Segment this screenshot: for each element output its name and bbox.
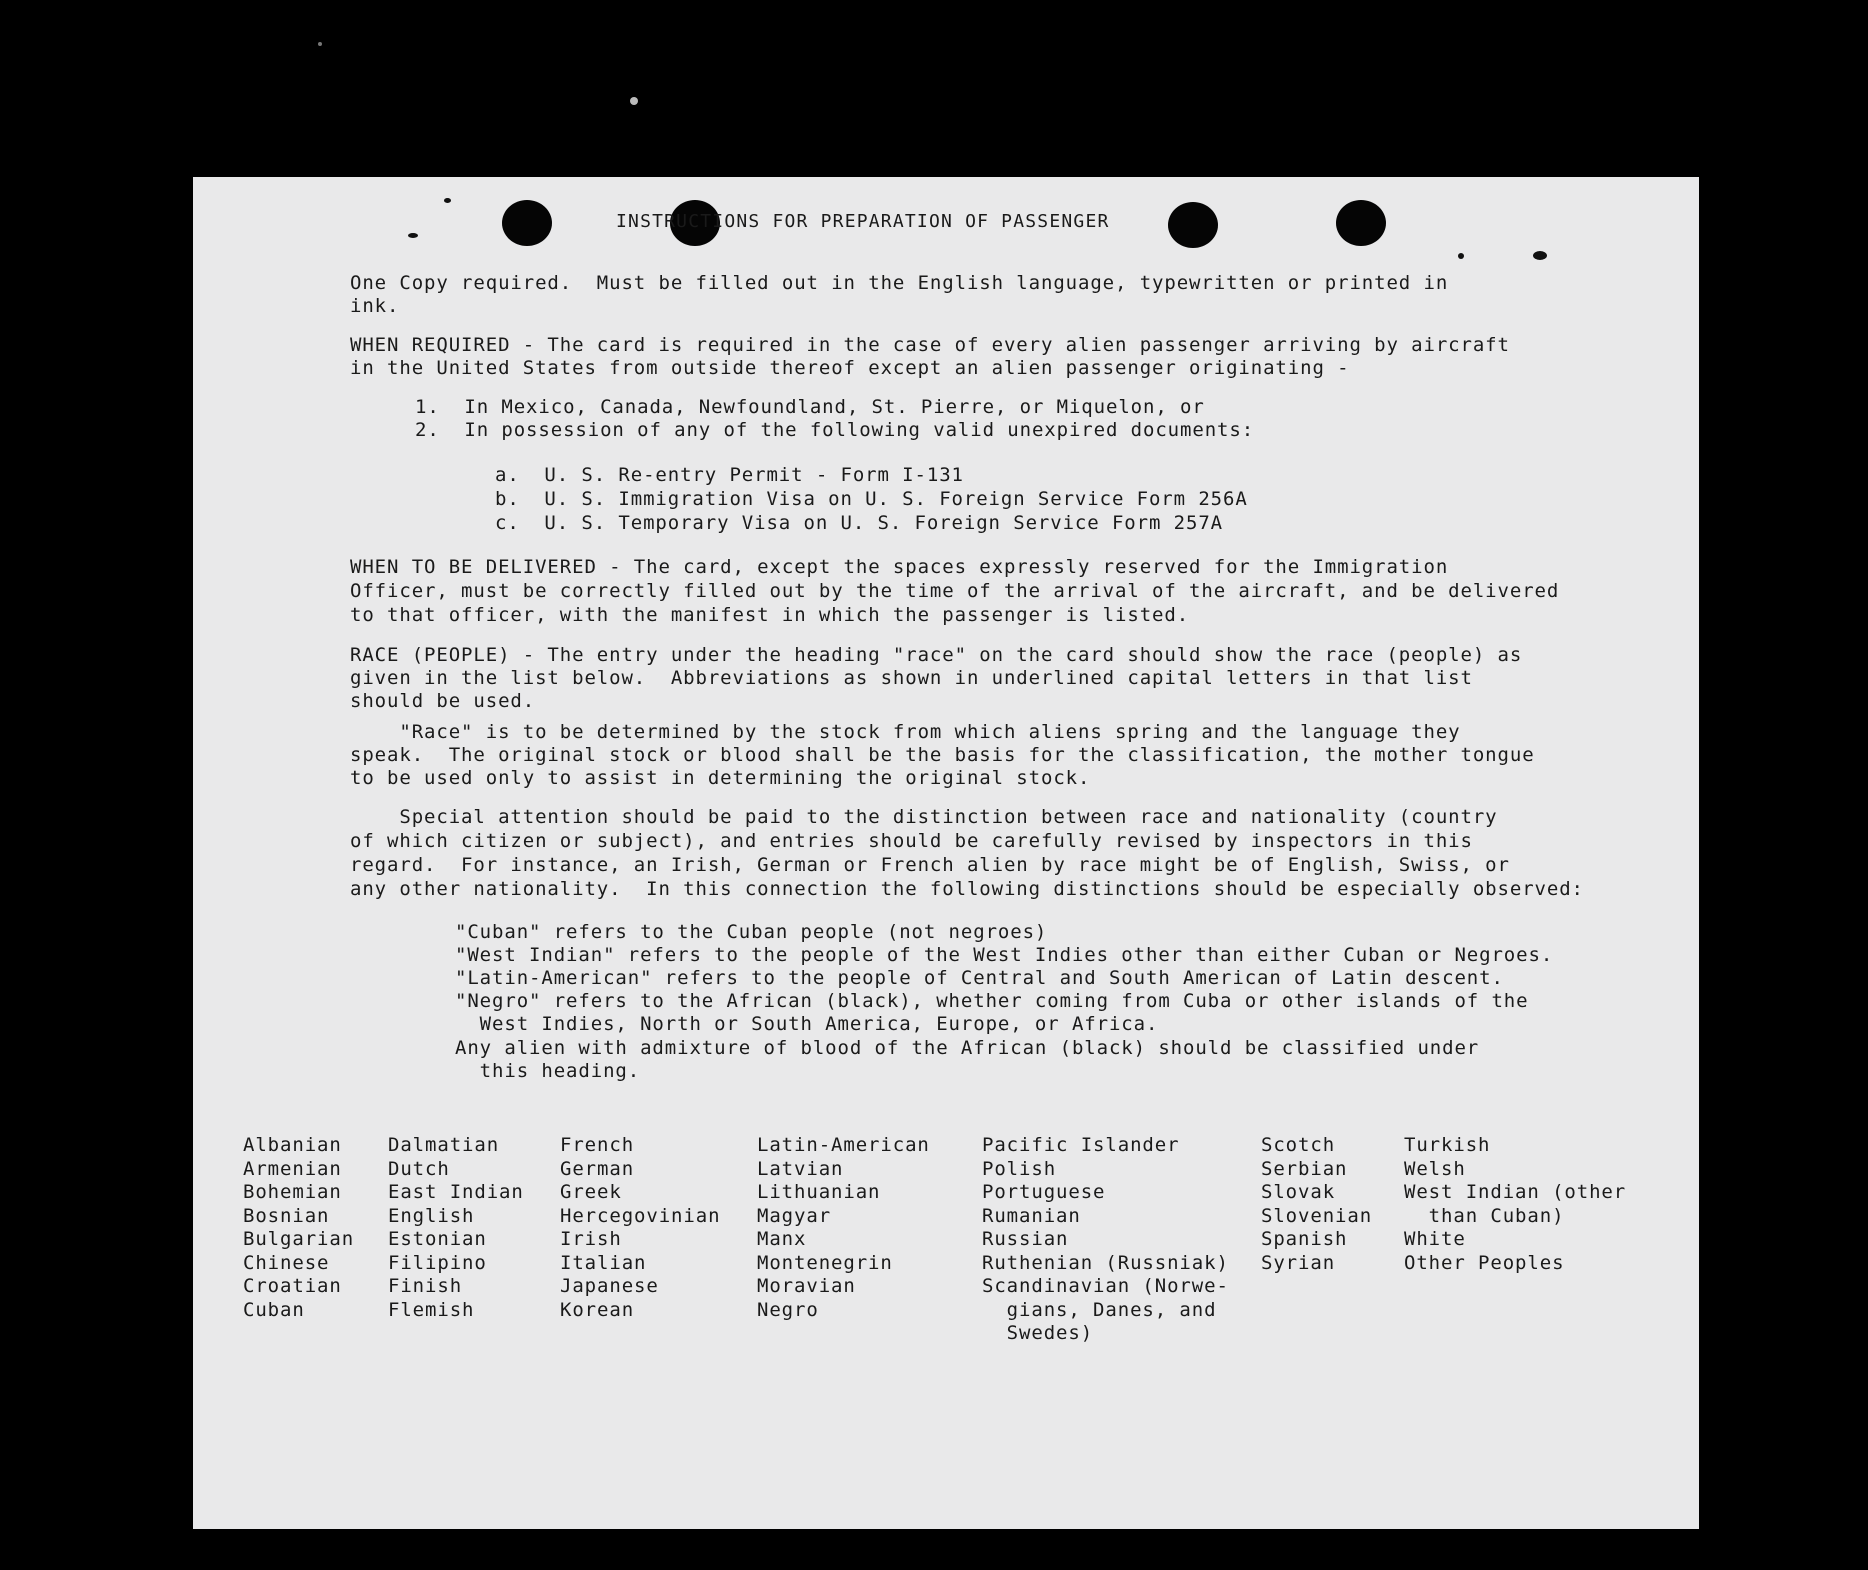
race-list-column bbox=[1261, 1134, 1372, 1275]
race-entry: English bbox=[388, 1204, 475, 1227]
race-list-column bbox=[982, 1134, 1229, 1346]
race-list-column bbox=[243, 1134, 354, 1322]
race-entry: Dalmatian bbox=[388, 1134, 500, 1156]
race-entry: East Indian bbox=[388, 1181, 524, 1203]
intro-line: One Copy required. Must be filled out in the English language, typewritten or printed in bbox=[350, 272, 1449, 294]
when-delivered-line: WHEN TO BE DELIVERED - The card, except the spaces expressly reserved for the Immigration bbox=[350, 556, 1449, 578]
race-entry: Cuban bbox=[243, 1298, 305, 1321]
race-entry: Scotch bbox=[1261, 1134, 1336, 1156]
page-title: INSTRUCTIONS FOR PREPARATION OF PASSENGER bbox=[616, 211, 1110, 232]
race-entry: Korean bbox=[560, 1298, 635, 1321]
race-entry: Serbian bbox=[1261, 1157, 1348, 1180]
race-entry: Syrian bbox=[1261, 1251, 1336, 1274]
race-definition-line: "Race" is to be determined by the stock from which aliens spring and the language they bbox=[350, 721, 1461, 743]
ink-speck bbox=[630, 97, 638, 105]
race-entry: Polish bbox=[982, 1157, 1057, 1180]
race-entry: Chinese bbox=[243, 1251, 330, 1274]
race-entry: Rumanian bbox=[982, 1204, 1081, 1227]
race-entry: German bbox=[560, 1157, 635, 1180]
race-entry: Slovak bbox=[1261, 1181, 1336, 1203]
when-required-line: in the United States from outside thereof except an alien passenger originating - bbox=[350, 357, 1350, 379]
race-entry: Estonian bbox=[388, 1228, 487, 1250]
distinction-line: this heading. bbox=[455, 1060, 641, 1082]
race-entry: West Indian (other bbox=[1404, 1181, 1627, 1203]
race-entry: Moravian bbox=[757, 1275, 856, 1297]
ink-speck bbox=[1458, 253, 1464, 259]
ink-speck bbox=[318, 42, 322, 46]
race-entry: Manx bbox=[757, 1228, 807, 1250]
distinction-line: "Latin-American" refers to the people of Central and South American of Latin descent. bbox=[455, 967, 1504, 989]
document-item: c. U. S. Temporary Visa on U. S. Foreign Service Form 257A bbox=[495, 512, 1223, 534]
race-entry: White bbox=[1404, 1228, 1466, 1250]
document-item: a. U. S. Re-entry Permit - Form I-131 bbox=[495, 464, 964, 486]
punch-hole bbox=[1168, 202, 1218, 248]
race-entry: Croatian bbox=[243, 1275, 342, 1297]
race-entry: Portuguese bbox=[982, 1181, 1106, 1203]
race-line: should be used. bbox=[350, 690, 536, 712]
punch-hole bbox=[502, 200, 552, 246]
race-entry: Flemish bbox=[388, 1298, 475, 1321]
race-entry: Scandinavian (Norwe- bbox=[982, 1275, 1229, 1297]
special-attention-line: any other nationality. In this connection the following distinctions should be especially observed: bbox=[350, 878, 1584, 900]
race-list-column bbox=[560, 1134, 720, 1322]
ink-speck bbox=[1533, 251, 1547, 260]
race-line: given in the list below. Abbreviations as shown in underlined capital letters in that list bbox=[350, 667, 1473, 689]
race-entry: Japanese bbox=[560, 1275, 659, 1297]
race-entry: gians, Danes, and bbox=[982, 1298, 1217, 1321]
race-entry: Finish bbox=[388, 1275, 463, 1297]
condition-item: 2. In possession of any of the following valid unexpired documents: bbox=[415, 419, 1255, 441]
race-entry: Welsh bbox=[1404, 1157, 1466, 1180]
race-entry: Filipino bbox=[388, 1251, 487, 1274]
race-entry: Bosnian bbox=[243, 1204, 330, 1227]
special-attention-line: of which citizen or subject), and entries should be carefully revised by inspectors in this bbox=[350, 830, 1473, 852]
race-entry: Spanish bbox=[1261, 1228, 1348, 1250]
race-entry: Ruthenian (Russniak) bbox=[982, 1251, 1229, 1274]
distinction-line: "West Indian" refers to the people of the West Indies other than either Cuban or Negroes. bbox=[455, 944, 1554, 966]
when-delivered-line: Officer, must be correctly filled out by the time of the arrival of the aircraft, and be delivered bbox=[350, 580, 1560, 602]
race-entry: Swedes) bbox=[982, 1322, 1094, 1344]
when-required-line: WHEN REQUIRED - The card is required in the case of every alien passenger arriving by aircraft bbox=[350, 334, 1510, 356]
race-definition-line: speak. The original stock or blood shall be the basis for the classification, the mother tongue bbox=[350, 744, 1535, 766]
punch-hole bbox=[1336, 200, 1386, 246]
document-item: b. U. S. Immigration Visa on U. S. Foreign Service Form 256A bbox=[495, 488, 1248, 510]
intro-line: ink. bbox=[350, 295, 400, 317]
race-entry: Russian bbox=[982, 1228, 1069, 1250]
distinction-line: "Cuban" refers to the Cuban people (not negroes) bbox=[455, 921, 1048, 943]
race-line: RACE (PEOPLE) - The entry under the heading "race" on the card should show the race (people) as bbox=[350, 644, 1523, 666]
distinction-line: Any alien with admixture of blood of the African (black) should be classified under bbox=[455, 1037, 1480, 1059]
race-entry: Turkish bbox=[1404, 1134, 1491, 1156]
ink-speck bbox=[444, 198, 451, 203]
special-attention-line: Special attention should be paid to the distinction between race and nationality (country bbox=[350, 806, 1498, 828]
race-entry: Other Peoples bbox=[1404, 1251, 1565, 1274]
race-entry: Dutch bbox=[388, 1157, 450, 1180]
race-entry: Slovenian bbox=[1261, 1204, 1373, 1227]
race-entry: French bbox=[560, 1134, 635, 1156]
race-entry: Latin-American bbox=[757, 1134, 930, 1156]
race-entry: Lithuanian bbox=[757, 1181, 881, 1203]
race-entry: Armenian bbox=[243, 1157, 342, 1180]
race-entry: Irish bbox=[560, 1228, 622, 1250]
race-entry: Greek bbox=[560, 1181, 622, 1203]
distinction-line: "Negro" refers to the African (black), whether coming from Cuba or other islands of the bbox=[455, 990, 1529, 1012]
race-entry: Latvian bbox=[757, 1157, 844, 1180]
ink-speck bbox=[408, 233, 418, 238]
race-entry: than Cuban) bbox=[1404, 1204, 1565, 1227]
race-list-column bbox=[757, 1134, 930, 1322]
race-entry: Italian bbox=[560, 1251, 647, 1274]
instruction-card bbox=[193, 177, 1699, 1529]
race-entry: Pacific Islander bbox=[982, 1134, 1180, 1156]
race-list-column bbox=[388, 1134, 524, 1322]
race-entry: Bohemian bbox=[243, 1181, 342, 1203]
race-entry: Albanian bbox=[243, 1134, 342, 1156]
race-definition-line: to be used only to assist in determining the original stock. bbox=[350, 767, 1091, 789]
special-attention-line: regard. For instance, an Irish, German or French alien by race might be of English, Swiss, or bbox=[350, 854, 1510, 876]
race-entry: Montenegrin bbox=[757, 1251, 893, 1274]
race-entry: Magyar bbox=[757, 1204, 832, 1227]
condition-item: 1. In Mexico, Canada, Newfoundland, St. Pierre, or Miquelon, or bbox=[415, 396, 1205, 418]
race-list-column bbox=[1404, 1134, 1626, 1275]
race-entry: Hercegovinian bbox=[560, 1204, 721, 1227]
race-entry: Bulgarian bbox=[243, 1228, 355, 1250]
distinction-line: West Indies, North or South America, Europe, or Africa. bbox=[455, 1013, 1159, 1035]
race-entry: Negro bbox=[757, 1298, 819, 1321]
when-delivered-line: to that officer, with the manifest in which the passenger is listed. bbox=[350, 604, 1190, 626]
